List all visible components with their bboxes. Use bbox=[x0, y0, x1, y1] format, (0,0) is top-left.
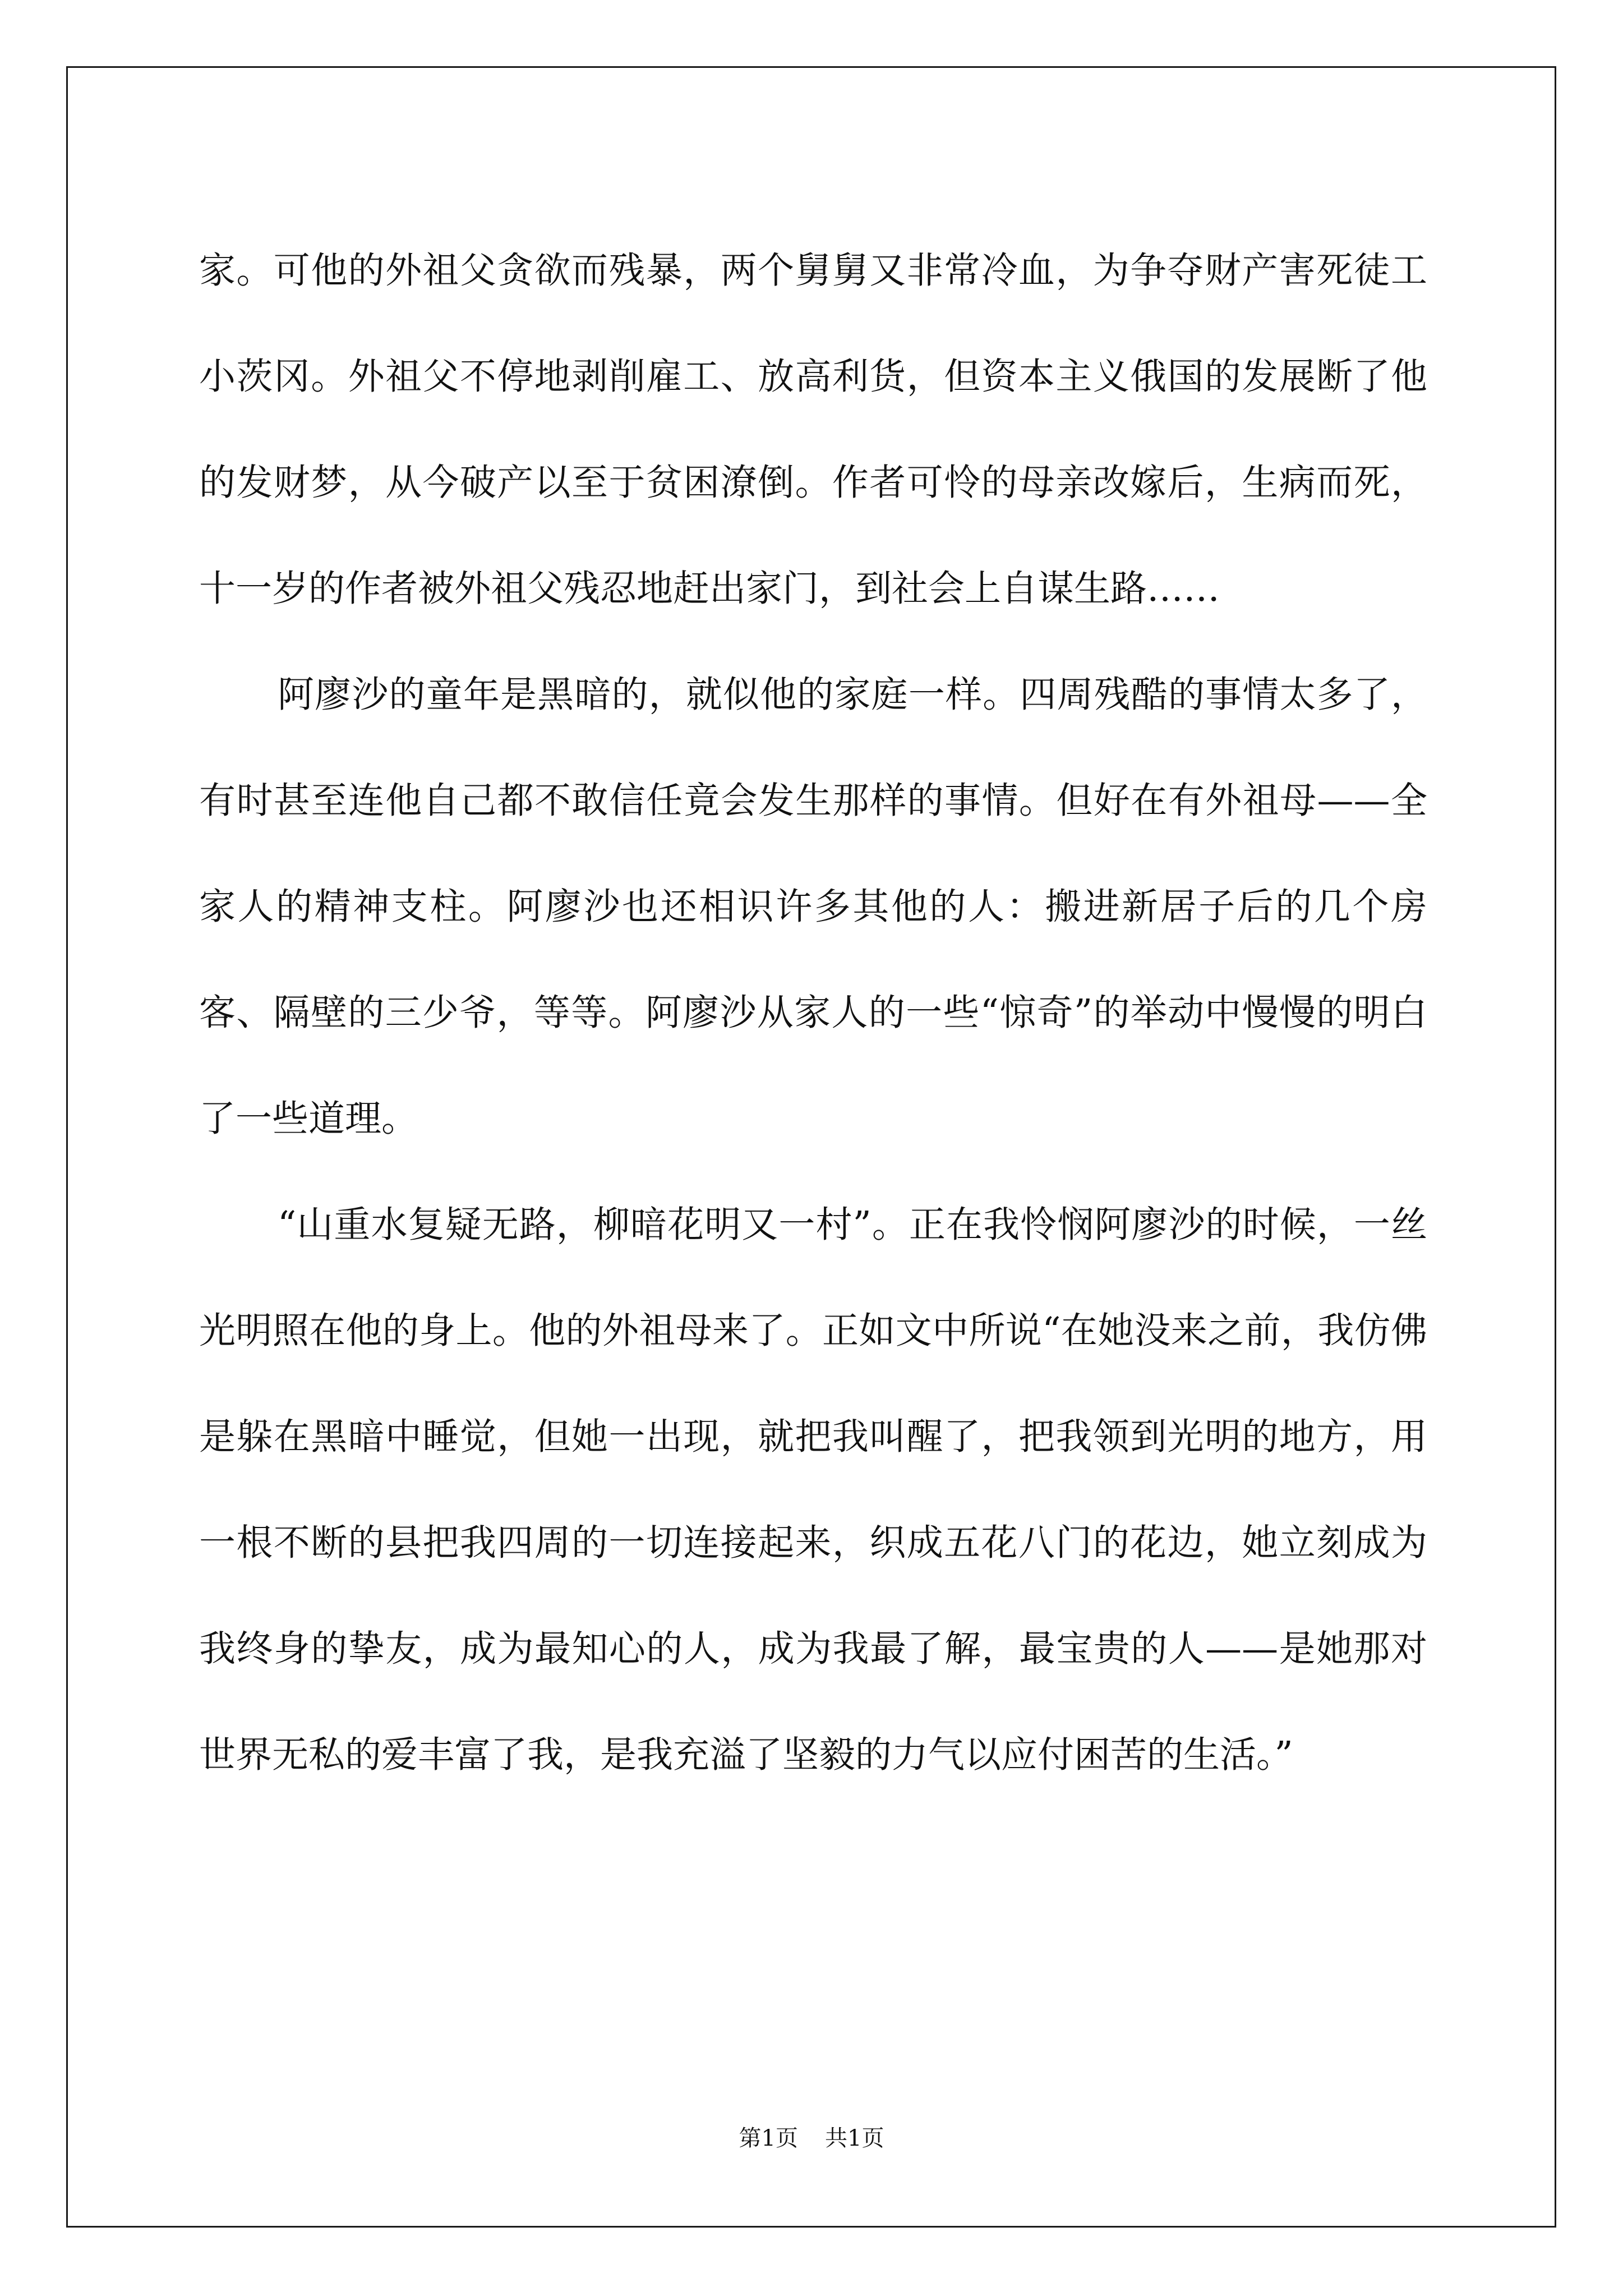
document-body bbox=[199, 218, 1427, 1808]
paragraph-1: 家。可他的外祖父贪欲而残暴，两个舅舅又非常冷血，为争夺财产害死徒工小茨冈。外祖父不停地剥削雇工、放高利货，但资本主义俄国的发展断了他的发财梦，从今破产以至于贫困潦倒。作者可怜的母亲改嫁后，生病而死，十一岁的作者被外祖父残忍地赶出家门，到社会上自谋生路…… bbox=[199, 250, 1427, 610]
page-footer bbox=[0, 2120, 1623, 2152]
page-number: 第1页 bbox=[739, 2125, 798, 2151]
paragraph-2: 阿廖沙的童年是黑暗的，就似他的家庭一样。四周残酷的事情太多了，有时甚至连他自己都不敢信任竟会发生那样的事情。但好在有外祖母——全家人的精神支柱。阿廖沙也还相识许多其他的人：搬进新居子后的几个房客、隔壁的三少爷，等等。阿廖沙从家人的一些“惊奇”的举动中慢慢的明白了一些道理。 bbox=[199, 674, 1427, 1140]
paragraph-3: “山重水复疑无路，柳暗花明又一村”。正在我怜悯阿廖沙的时候，一丝光明照在他的身上。他的外祖母来了。正如文中所说“在她没来之前，我仿佛是躲在黑暗中睡觉，但她一出现，就把我叫醒了，把我领到光明的地方，用一根不断的县把我四周的一切连接起来，织成五花八门的花边，她立刻成为我终身的挚友，成为最知心的人，成为我最了解，最宝贵的人——是她那对世界无私的爱丰富了我，是我充溢了坚毅的力气以应付困苦的生活。” bbox=[199, 1204, 1427, 1776]
page-total: 共1页 bbox=[825, 2125, 884, 2151]
